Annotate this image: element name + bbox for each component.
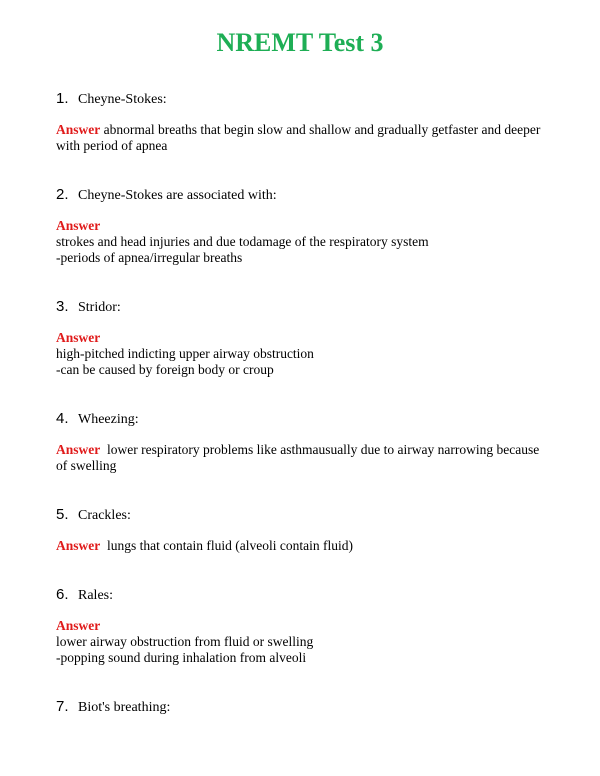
answer-label: Answer (56, 122, 101, 137)
question-text: Crackles: (78, 508, 131, 523)
question-number: 6. (56, 586, 69, 603)
answer-label: Answer (56, 330, 101, 345)
question-2 (56, 186, 277, 205)
answer-1 (56, 122, 556, 154)
question-text: Cheyne-Stokes: (78, 92, 167, 107)
question-text: Wheezing: (78, 412, 139, 427)
answer-5 (56, 538, 556, 554)
question-3 (56, 298, 121, 317)
answer-line: -periods of apnea/irregular breaths (56, 250, 243, 265)
answer-label: Answer (56, 442, 101, 457)
answer-line: of swelling (56, 458, 117, 473)
question-text: Rales: (78, 588, 113, 603)
page-title: NREMT Test 3 (216, 28, 384, 57)
question-text: Cheyne-Stokes are associated with: (78, 188, 277, 203)
answer-4 (56, 442, 556, 474)
answer-line: lower airway obstruction from fluid or swelling (56, 634, 314, 649)
question-number: 7. (56, 698, 69, 715)
answer-line: -can be caused by foreign body or croup (56, 362, 274, 377)
question-1 (56, 90, 167, 109)
question-number: 1. (56, 90, 69, 107)
question-6 (56, 586, 113, 605)
answer-text: abnormal breaths that begin slow and shallow and gradually getfaster and deeper (103, 122, 541, 137)
question-4 (56, 410, 139, 429)
question-number: 4. (56, 410, 69, 427)
answer-6 (56, 618, 556, 666)
answer-line: high-pitched indicting upper airway obstruction (56, 346, 314, 361)
answer-label: Answer (56, 618, 101, 633)
question-text: Stridor: (78, 300, 121, 315)
question-number: 3. (56, 298, 69, 315)
answer-line: strokes and head injuries and due todamage of the respiratory system (56, 234, 429, 249)
question-text: Biot's breathing: (78, 700, 171, 715)
answer-label: Answer (56, 538, 101, 553)
answer-label: Answer (56, 218, 101, 233)
question-number: 5. (56, 506, 69, 523)
question-number: 2. (56, 186, 69, 203)
answer-3 (56, 330, 556, 378)
answer-line: -popping sound during inhalation from alveoli (56, 650, 307, 665)
question-7 (56, 698, 170, 717)
answer-text: lungs that contain fluid (alveoli contain fluid) (107, 538, 353, 553)
answer-text: lower respiratory problems like asthmausually due to airway narrowing because (107, 442, 540, 457)
answer-2 (56, 218, 556, 266)
question-5 (56, 506, 131, 525)
answer-line: with period of apnea (56, 138, 168, 153)
